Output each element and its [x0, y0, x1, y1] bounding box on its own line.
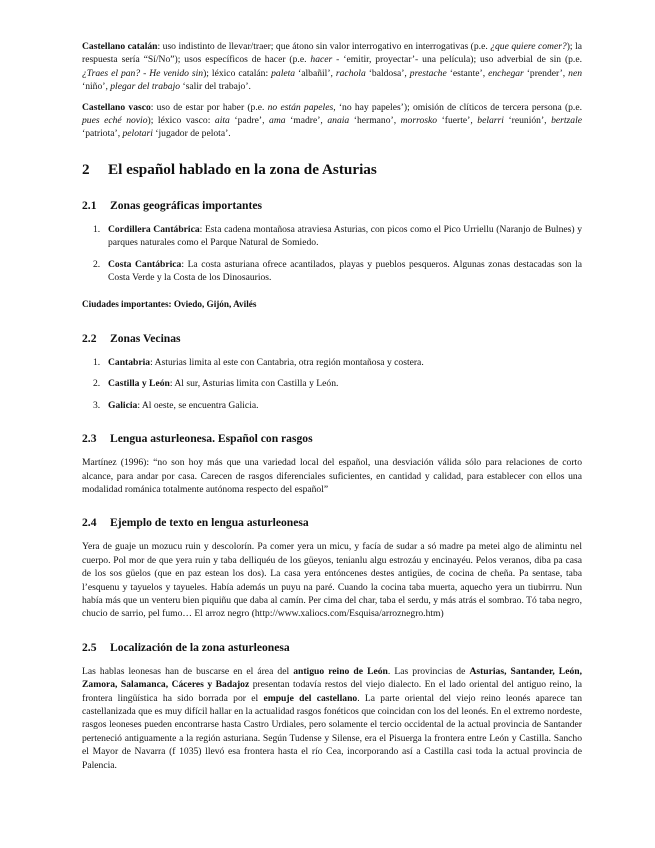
- subsection-number: 2.1: [82, 198, 97, 212]
- list-item-label: Castilla y León: [108, 378, 170, 390]
- term-castellano-catalan: Castellano catalán: [82, 41, 158, 52]
- list-item: [82, 356, 582, 369]
- lexeme: rachola: [335, 67, 366, 79]
- lexeme: pelotari: [122, 128, 153, 140]
- text: . Las provincias de: [387, 665, 470, 677]
- example: ¿Traes el pan? - He venido sin: [82, 67, 204, 79]
- paragraph-castellano-catalan: [82, 40, 582, 94]
- list-item: [82, 377, 582, 390]
- gloss: ‘baldosa’,: [365, 67, 410, 79]
- subsection-title: Zonas Vecinas: [110, 331, 181, 345]
- subsection-title: Localización de la zona asturleonesa: [110, 640, 290, 654]
- emphasis: Asturias, Santander, León, Zamora, Salamanca, Cáceres y Badajoz: [82, 665, 582, 691]
- text: : uso de estar por haber (p.e.: [150, 101, 268, 113]
- gloss: ‘salir del trabajo’.: [180, 81, 251, 93]
- list-item: [82, 258, 582, 285]
- subsection-heading-2-4: [82, 515, 582, 530]
- lexeme: prestache: [409, 67, 447, 79]
- lexeme: bertzale: [551, 115, 582, 127]
- gloss: ‘prender’,: [523, 67, 569, 79]
- subsection-number: 2.2: [82, 331, 97, 345]
- gloss: ‘niño’,: [82, 81, 111, 93]
- text: , ‘no hay papeles’); omisión de clíticos de tercera persona (p.e.: [333, 101, 582, 113]
- list-number: 1.: [93, 223, 101, 235]
- document-page: [82, 40, 582, 772]
- gloss: ‘padre’,: [229, 115, 270, 127]
- neighbors-list: [82, 356, 582, 412]
- list-item-text: : La costa asturiana ofrece acantilados, playas y pueblos pesqueros. Algunas zonas destacadas son la Costa Verde y la Costa de los Dinosaurios.: [108, 258, 583, 284]
- list-item-text: : Al oeste, se encuentra Galicia.: [137, 399, 259, 411]
- gloss: ‘patriota’,: [82, 128, 123, 140]
- lexeme: anaia: [327, 115, 350, 127]
- subsection-2-2: [82, 331, 582, 412]
- localization-paragraph: [82, 665, 582, 772]
- list-item-text: : Asturias limita al este con Cantabria, otra región montañosa y costera.: [150, 356, 424, 368]
- subsection-heading-2-3: [82, 431, 582, 446]
- text: ); la respuesta sería “Sí/No”); usos específicos de hacer (p.e.: [82, 41, 582, 66]
- geography-list: [82, 223, 582, 285]
- list-number: 2.: [93, 378, 101, 390]
- subsection-2-3: [82, 431, 582, 496]
- subsection-number: 2.4: [82, 516, 97, 530]
- list-number: 2.: [93, 258, 101, 270]
- section-title: El español hablado en la zona de Asturias: [108, 160, 377, 178]
- text: - ‘emitir, proyectar’- una película); uso adverbial de sin (p.e.: [332, 54, 582, 66]
- subsection-number: 2.3: [82, 432, 97, 446]
- asturleonese-text-sample: Yera de guaje un mozucu ruin y descolorín. Pa comer yera un micu, y facía de sudar a só madre pa metei algo de alimintu nel cuerpo. Pol mor de que yera ruin y taba delliquéu de los güeyos, tenianlu algu estrozáu y encinayéu. Pelos veranos, diba pa casa de los sos güelos (que en paz estean los dos). La casa yera entóncenes destes antigües, de cocina de cheña. Pa sentase, taba l’esquenu y tayuelos y tayueles. Había además un puyu na paré. Cuando la cocina taba muerta, aquecho yera un tiubirrru. Nun había más que un venteru bien piquiñu que daba al camín. Per cima del char, taba el serdu, y más atrás el sombrao. Tó taba negro, chucio de sarrio, pel fumo… El arroz negro (http://www.xaliocs.com/Esquisa/arroznegro.htm): [82, 541, 582, 620]
- subsection-title: Zonas geográficas importantes: [110, 198, 262, 212]
- example: hacer: [310, 54, 333, 66]
- gloss: ‘estante’,: [446, 67, 489, 79]
- text: . La parte oriental del viejo reino leonés aparece tan castellanizada que es muy difícil hallar en la actualidad rasgos fonéticos que coincidan con los del leonés. En el extremo nordeste, rasgos leoneses pueden encontrarse hasta Castro Urdiales, pero solamente el tercio occidental de la actual provincia de Santander perteneció antiguamente a la región asturiana. Según Tudense y Silense, era el Pisuerga la frontera entre León y Castilla. Sancho el Mayor de Navarra (f 1035) llevó esa frontera hasta el río Cea, incorporando así a Castilla casi toda la actual provincia de Palencia.: [82, 692, 582, 771]
- gloss: ‘reunión’,: [503, 115, 552, 127]
- text: presentan todavía restos del viejo dialecto. En el lado oriental del antiguo reino, la frontera lingüística ha sido borrada por el: [82, 679, 582, 704]
- subsection-2-5: [82, 640, 582, 772]
- subsection-number: 2.5: [82, 640, 97, 654]
- section-number: 2: [82, 160, 90, 178]
- lexeme: paleta: [271, 67, 296, 79]
- example: ¿que quiere comer?: [490, 41, 567, 52]
- subsection-title: Ejemplo de texto en lengua asturleonesa: [110, 516, 309, 530]
- list-number: 3.: [93, 399, 101, 411]
- subsection-title: Lengua asturleonesa. Español con rasgos: [110, 432, 313, 446]
- example: no están papeles: [267, 101, 334, 113]
- list-item-label: Galicia: [108, 399, 138, 411]
- lexeme: nen: [568, 67, 582, 79]
- list-item-label: Cantabria: [108, 356, 151, 368]
- gloss: ‘albañil’,: [295, 67, 336, 79]
- lexeme: belarri: [477, 115, 504, 127]
- lexeme: enchegar: [488, 67, 524, 79]
- important-cities: Ciudades importantes: Oviedo, Gijón, Avilés: [82, 299, 257, 310]
- list-item: [82, 399, 582, 412]
- list-item-text: : Al sur, Asturias limita con Castilla y León.: [169, 378, 339, 390]
- subsection-heading-2-2: [82, 331, 582, 346]
- text: ); léxico catalán:: [203, 67, 272, 79]
- emphasis: empuje del castellano: [263, 692, 358, 704]
- gloss: ‘jugador de pelota’.: [152, 128, 231, 140]
- list-item-label: Costa Cantábrica: [108, 258, 182, 270]
- text: : uso indistinto de llevar/traer; que átono sin valor interrogativo en interrogativas (p.e.: [157, 41, 491, 52]
- list-item-label: Cordillera Cantábrica: [108, 223, 200, 235]
- paragraph-castellano-vasco: [82, 101, 582, 141]
- emphasis: antiguo reino de León: [293, 665, 388, 677]
- text: Las hablas leonesas han de buscarse en el área del: [82, 665, 294, 677]
- lexeme: ama: [269, 115, 286, 127]
- lexeme: plegar del trabajo: [110, 81, 181, 93]
- gloss: ‘madre’,: [285, 115, 328, 127]
- subsection-2-4: [82, 515, 582, 620]
- term-castellano-vasco: Castellano vasco: [82, 101, 151, 113]
- subsection-heading-2-1: [82, 198, 582, 213]
- quote-martinez: Martínez (1996): “no son hoy más que una variedad local del español, una desviación válida sólo para relaciones de corto alcance, para andar por casa. Carecen de rasgos diferenciales suficientes, en cantidad y calidad, para establecer con ellos una modalidad románica totalmente autónoma respecto del español”: [82, 457, 582, 495]
- gloss: ‘fuerte’,: [437, 115, 478, 127]
- section-heading-2: [82, 161, 582, 179]
- subsection-heading-2-5: [82, 640, 582, 655]
- lexeme: aita: [214, 115, 230, 127]
- text: ); léxico vasco:: [147, 115, 215, 127]
- list-item-text: : Esta cadena montañosa atraviesa Asturias, con picos como el Pico Urriellu (Naranjo de Bulnes) y parques naturales como el Parque Natural de Somiedo.: [108, 223, 582, 249]
- subsection-2-1: [82, 198, 582, 312]
- lexeme: morrosko: [400, 115, 438, 127]
- example: pues eché novio: [82, 115, 148, 127]
- list-number: 1.: [93, 356, 101, 368]
- gloss: ‘hermano’,: [349, 115, 401, 127]
- list-item: [82, 223, 582, 250]
